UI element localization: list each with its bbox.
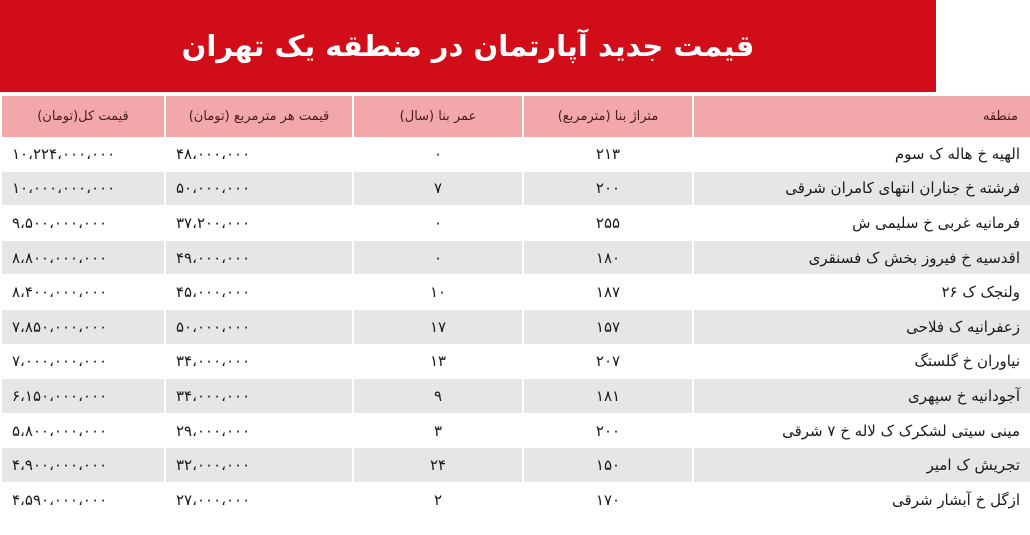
cell-region: تجریش ک امیر (693, 448, 1030, 483)
header-area: متراژ بنا (مترمربع) (523, 96, 693, 137)
cell-region: مینی سیتی لشکرک ک لاله خ ۷ شرقی (693, 413, 1030, 448)
cell-region: الهیه خ هاله ک سوم (693, 137, 1030, 171)
header-region: منطقه (693, 96, 1030, 137)
header-total-price: قیمت کل(تومان) (1, 96, 165, 137)
cell-area: ۱۵۷ (523, 309, 693, 344)
cell-age: ۷ (353, 171, 523, 206)
header-row (1, 96, 1030, 137)
cell-price-per-sqm: ۵۰،۰۰۰،۰۰۰ (165, 309, 353, 344)
cell-price-per-sqm: ۴۹،۰۰۰،۰۰۰ (165, 240, 353, 275)
table-row (1, 206, 1030, 241)
cell-region: فرمانیه غربی خ سلیمی ش (693, 206, 1030, 241)
cell-age: ۱۷ (353, 309, 523, 344)
cell-price-per-sqm: ۲۹،۰۰۰،۰۰۰ (165, 413, 353, 448)
cell-total-price: ۹،۵۰۰،۰۰۰،۰۰۰ (1, 206, 165, 241)
cell-price-per-sqm: ۳۴،۰۰۰،۰۰۰ (165, 379, 353, 414)
cell-age: ۰ (353, 206, 523, 241)
cell-age: ۹ (353, 379, 523, 414)
table-row (1, 309, 1030, 344)
table-row (1, 379, 1030, 414)
cell-price-per-sqm: ۴۸،۰۰۰،۰۰۰ (165, 137, 353, 171)
cell-price-per-sqm: ۴۵،۰۰۰،۰۰۰ (165, 275, 353, 310)
cell-area: ۱۵۰ (523, 448, 693, 483)
cell-total-price: ۴،۹۰۰،۰۰۰،۰۰۰ (1, 448, 165, 483)
cell-total-price: ۷،۰۰۰،۰۰۰،۰۰۰ (1, 344, 165, 379)
cell-age: ۱۳ (353, 344, 523, 379)
cell-area: ۲۱۳ (523, 137, 693, 171)
table-row (1, 482, 1030, 517)
table-row (1, 344, 1030, 379)
cell-age: ۰ (353, 240, 523, 275)
apartment-price-table (0, 96, 1030, 518)
cell-region: ولنجک ک ۲۶ (693, 275, 1030, 310)
cell-region: اقدسیه خ فیروز بخش ک فسنقری (693, 240, 1030, 275)
cell-area: ۲۰۰ (523, 413, 693, 448)
table-row (1, 171, 1030, 206)
table-row (1, 137, 1030, 171)
cell-region: زعفرانیه ک فلاحی (693, 309, 1030, 344)
page-title: قیمت جدید آپارتمان در منطقه یک تهران (0, 0, 936, 92)
cell-total-price: ۱۰،۲۲۴،۰۰۰،۰۰۰ (1, 137, 165, 171)
cell-total-price: ۶،۱۵۰،۰۰۰،۰۰۰ (1, 379, 165, 414)
table-row (1, 413, 1030, 448)
cell-total-price: ۱۰،۰۰۰،۰۰۰،۰۰۰ (1, 171, 165, 206)
cell-age: ۲ (353, 482, 523, 517)
table-body (1, 137, 1030, 517)
cell-region: آجودانیه خ سپهری (693, 379, 1030, 414)
table-row (1, 275, 1030, 310)
cell-age: ۳ (353, 413, 523, 448)
cell-area: ۲۰۰ (523, 171, 693, 206)
cell-area: ۱۸۱ (523, 379, 693, 414)
cell-area: ۱۷۰ (523, 482, 693, 517)
cell-area: ۱۸۰ (523, 240, 693, 275)
cell-region: فرشته خ جناران انتهای کامران شرقی (693, 171, 1030, 206)
cell-age: ۰ (353, 137, 523, 171)
cell-area: ۱۸۷ (523, 275, 693, 310)
cell-total-price: ۵،۸۰۰،۰۰۰،۰۰۰ (1, 413, 165, 448)
cell-total-price: ۷،۸۵۰،۰۰۰،۰۰۰ (1, 309, 165, 344)
cell-total-price: ۸،۴۰۰،۰۰۰،۰۰۰ (1, 275, 165, 310)
table-header (1, 96, 1030, 137)
table-row (1, 240, 1030, 275)
cell-price-per-sqm: ۳۴،۰۰۰،۰۰۰ (165, 344, 353, 379)
cell-total-price: ۴،۵۹۰،۰۰۰،۰۰۰ (1, 482, 165, 517)
header-price-per-sqm: قیمت هر مترمربع (تومان) (165, 96, 353, 137)
cell-region: نیاوران خ گلستگ (693, 344, 1030, 379)
cell-price-per-sqm: ۳۷،۲۰۰،۰۰۰ (165, 206, 353, 241)
cell-area: ۲۰۷ (523, 344, 693, 379)
cell-age: ۲۴ (353, 448, 523, 483)
cell-area: ۲۵۵ (523, 206, 693, 241)
cell-age: ۱۰ (353, 275, 523, 310)
cell-price-per-sqm: ۳۲،۰۰۰،۰۰۰ (165, 448, 353, 483)
header-age: عمر بنا (سال) (353, 96, 523, 137)
cell-price-per-sqm: ۲۷،۰۰۰،۰۰۰ (165, 482, 353, 517)
cell-total-price: ۸،۸۰۰،۰۰۰،۰۰۰ (1, 240, 165, 275)
table-row (1, 448, 1030, 483)
cell-region: ازگل خ آبشار شرقی (693, 482, 1030, 517)
cell-price-per-sqm: ۵۰،۰۰۰،۰۰۰ (165, 171, 353, 206)
